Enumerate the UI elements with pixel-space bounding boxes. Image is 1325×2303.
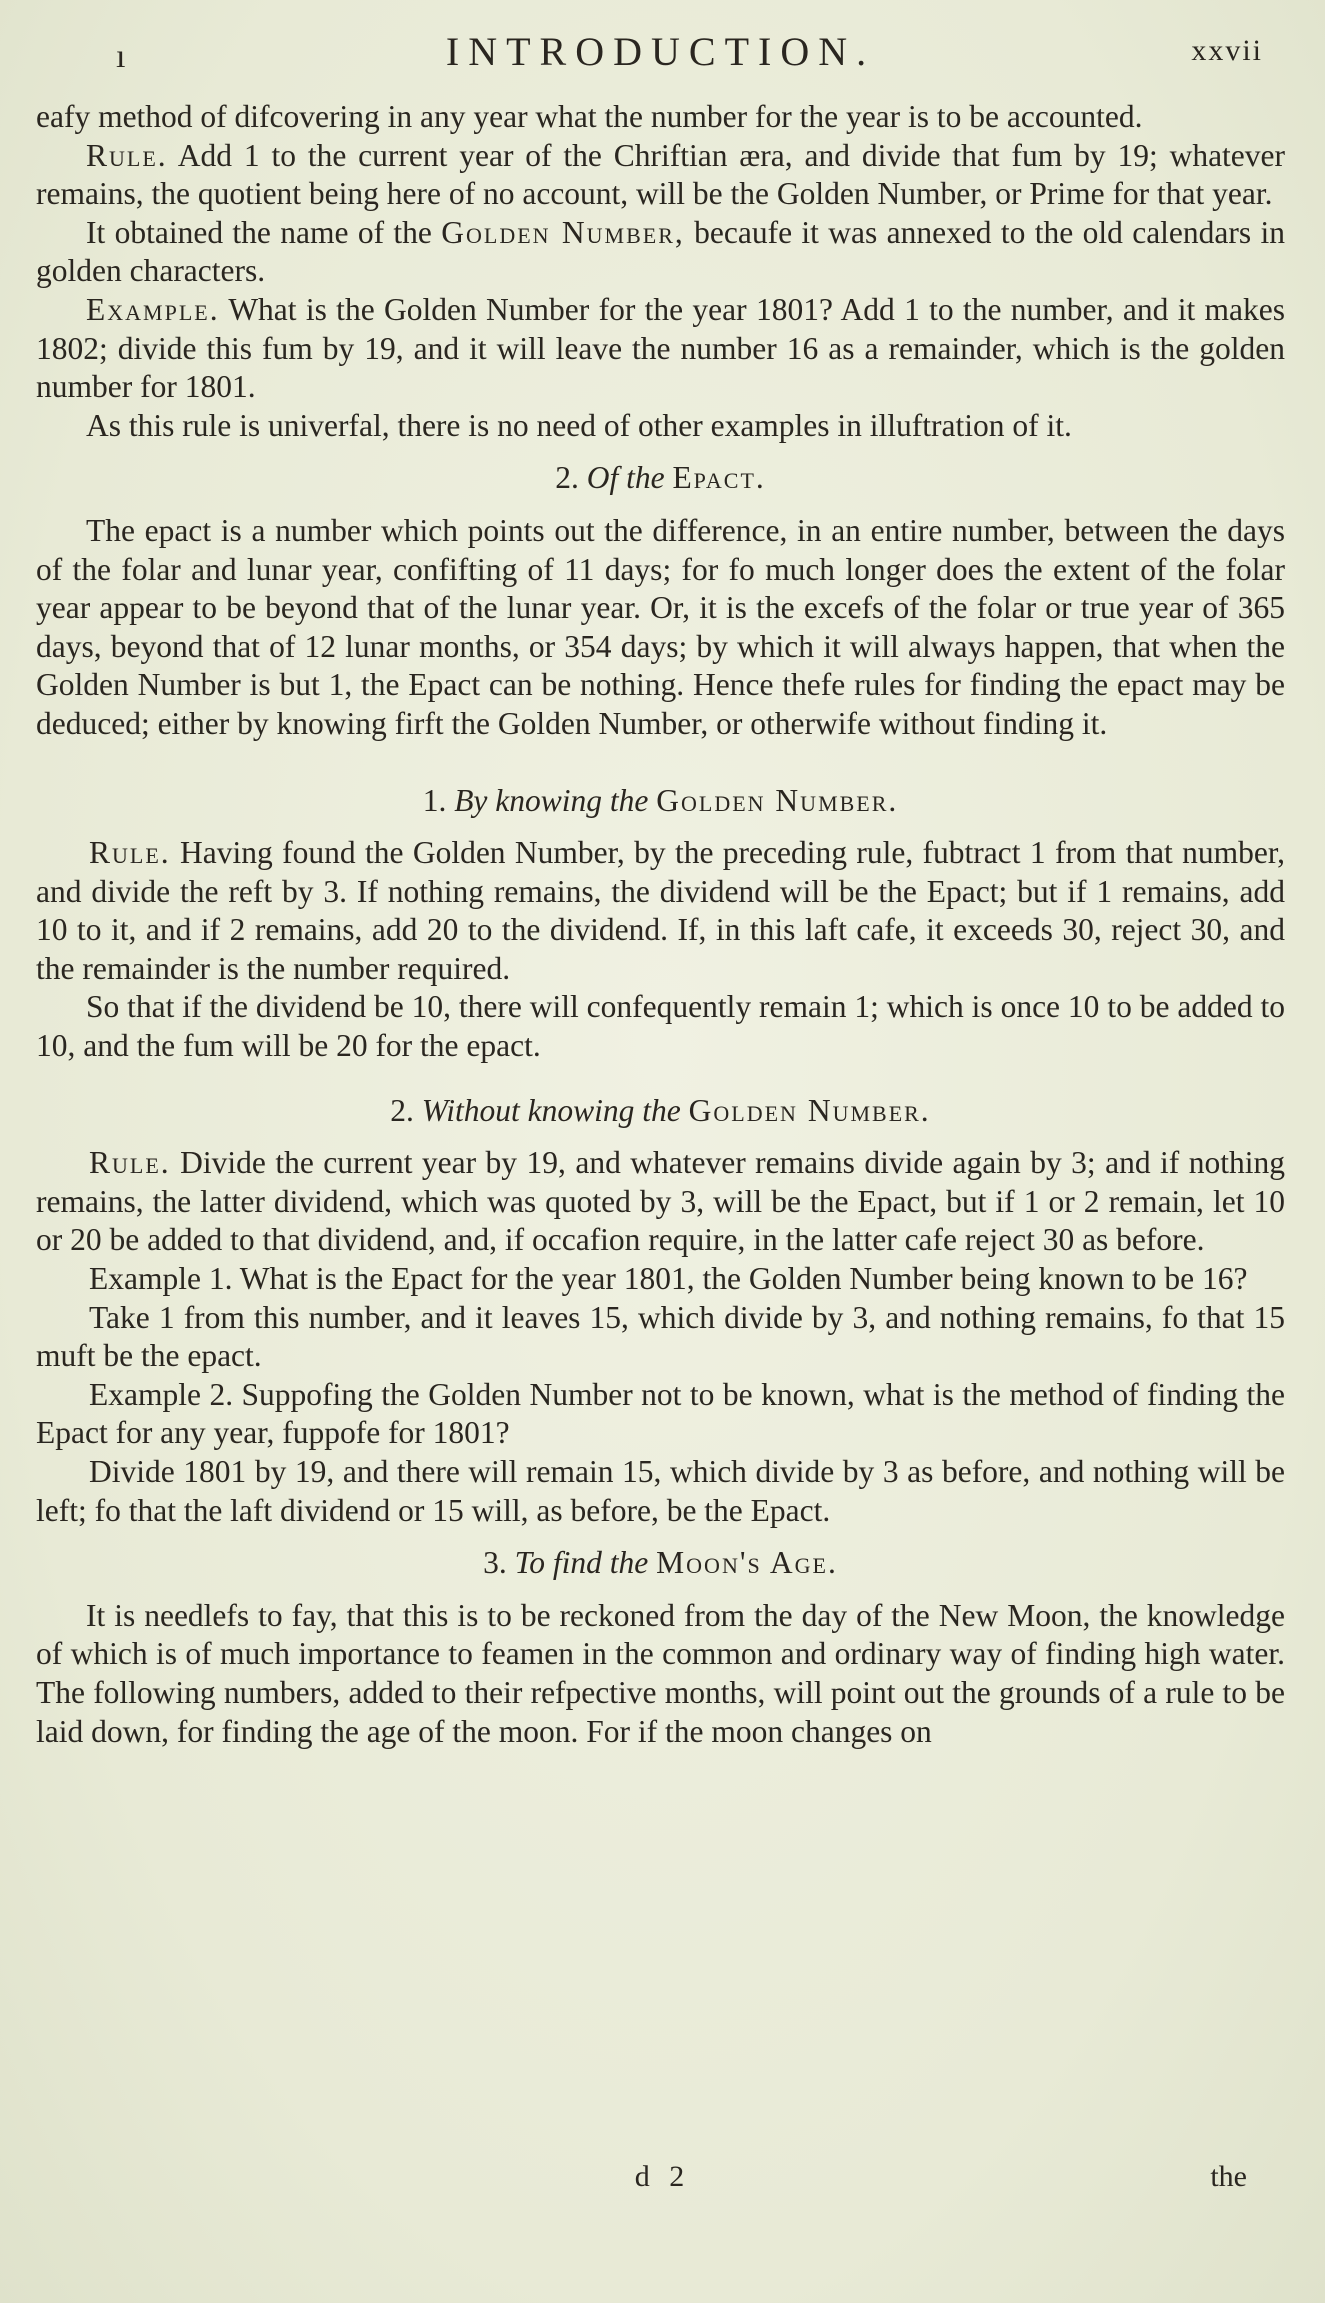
paragraph (36, 214, 1285, 291)
paragraph (36, 1144, 1285, 1260)
paragraph: Divide 1801 by 19, and there will remain 15, which divide by 3 as before, and nothing will be left; fo that the laft dividend or 15 will, as before, be the Epact. (36, 1454, 1285, 1528)
section-heading-moons-age (36, 1544, 1285, 1583)
paragraph-text: What is the Golden Number for the year 1801? Add 1 to the number, and it makes 1802; divide this fum by 19, and it will leave the number 16 as a remainder, which is the golden number for 1801. (36, 291, 1285, 405)
paragraph-text: Having found the Golden Number, by the preceding rule, fubtract 1 from that number, and divide the reft by 3. If nothing remains, the dividend will be the Epact; but if 1 remains, add 10 to it, and if 2 remains, add 20 to the dividend. If, in this laft cafe, it exceeds 30, reject 30, and the remainder is the number required. (36, 835, 1286, 986)
term-golden-number: Golden Number, (441, 214, 685, 250)
paragraph (36, 834, 1285, 988)
rule-lead: Rule. (86, 137, 168, 173)
heading-number: 2. (390, 1092, 414, 1128)
example-lead: Example. (86, 291, 220, 327)
paragraph: Example 1. What is the Epact for the year 1801, the Golden Number being known to be 16? (89, 1261, 1248, 1297)
paragraph: Take 1 from this number, and it leaves 15, which divide by 3, and nothing remains, fo that 15 muft be the epact. (36, 1299, 1285, 1374)
section-heading-epact (36, 459, 1285, 498)
heading-number: 1. (422, 782, 447, 818)
heading-italic: Without knowing the (421, 1092, 681, 1128)
heading-smallcaps: Epact. (672, 460, 766, 496)
section-heading-by-knowing (36, 782, 1285, 821)
heading-italic: By knowing the (454, 782, 649, 818)
heading-italic: To find the (514, 1545, 649, 1581)
header-mark: ı (116, 38, 126, 75)
paragraph: So that if the dividend be 10, there will confequently remain 1; which is once 10 to be added to 10, and the fum will be 20 for the epact. (36, 989, 1285, 1064)
paragraph-text: becaufe it was annexed to the old calendars in golden characters. (36, 214, 1285, 289)
heading-smallcaps: Golden Number. (656, 782, 899, 818)
paragraph: Example 2. Suppofing the Golden Number not to be known, what is the method of finding the Epact for any year, fuppofe for 1801? (36, 1376, 1285, 1451)
paragraph: eafy method of difcovering in any year what the number for the year is to be accounted. (36, 99, 1143, 134)
paragraph (36, 137, 1285, 214)
heading-number: 3. (483, 1545, 507, 1581)
page-number: xxvii (1191, 34, 1263, 67)
rule-lead: Rule. (89, 1145, 171, 1181)
paragraph-text: Add 1 to the current year of the Chriftian æra, and divide that fum by 19; whatever remains, the quotient being here of no account, will be the Golden Number, or Prime for that year. (36, 137, 1286, 212)
running-title: INTRODUCTION. (445, 29, 876, 74)
signature-mark: d 2 (634, 2160, 691, 2193)
page-footer (0, 2160, 1325, 2220)
paragraph (36, 291, 1285, 407)
catchword: the (1210, 2160, 1247, 2193)
heading-smallcaps: Moon's Age. (656, 1545, 838, 1581)
heading-smallcaps: Golden Number. (688, 1092, 931, 1128)
paragraph: As this rule is univerfal, there is no need of other examples in illuftration of it. (86, 407, 1072, 443)
rule-lead: Rule. (89, 835, 171, 871)
paragraph-text: It obtained the name of the (86, 214, 432, 250)
section-heading-without-knowing (36, 1092, 1285, 1131)
heading-number: 2. (555, 460, 579, 496)
paragraph-text: Divide the current year by 19, and whatever remains divide again by 3; and if nothing remains, the latter dividend, which was quoted by 3, will be the Epact, but if 1 or 2 remain, let 10 or 20 be added to that dividend, and, if occafion require, in the latter cafe reject 30 as before. (36, 1145, 1286, 1258)
paragraph: It is needlefs to fay, that this is to be reckoned from the day of the New Moon, the knowledge of which is of much importance to feamen in the common and ordinary way of finding high water. The following numbers, added to their refpective months, will point out the grounds of a rule to be laid down, for finding the age of the moon. For if the moon changes on (36, 1597, 1285, 1749)
running-header (36, 0, 1285, 98)
heading-italic: Of the (586, 460, 665, 496)
paragraph: The epact is a number which points out the difference, in an entire number, between the days of the folar and lunar year, confifting of 11 days; for fo much longer does the extent of the folar year appear to be beyond that of the lunar year. Or, it is the excefs of the folar or true year of 365 days, beyond that of 12 lunar months, or 354 days; by which it will always happen, that when the Golden Number is but 1, the Epact can be nothing. Hence thefe rules for finding the epact may be deduced; either by knowing firft the Golden Number, or otherwife without finding it. (36, 512, 1285, 741)
